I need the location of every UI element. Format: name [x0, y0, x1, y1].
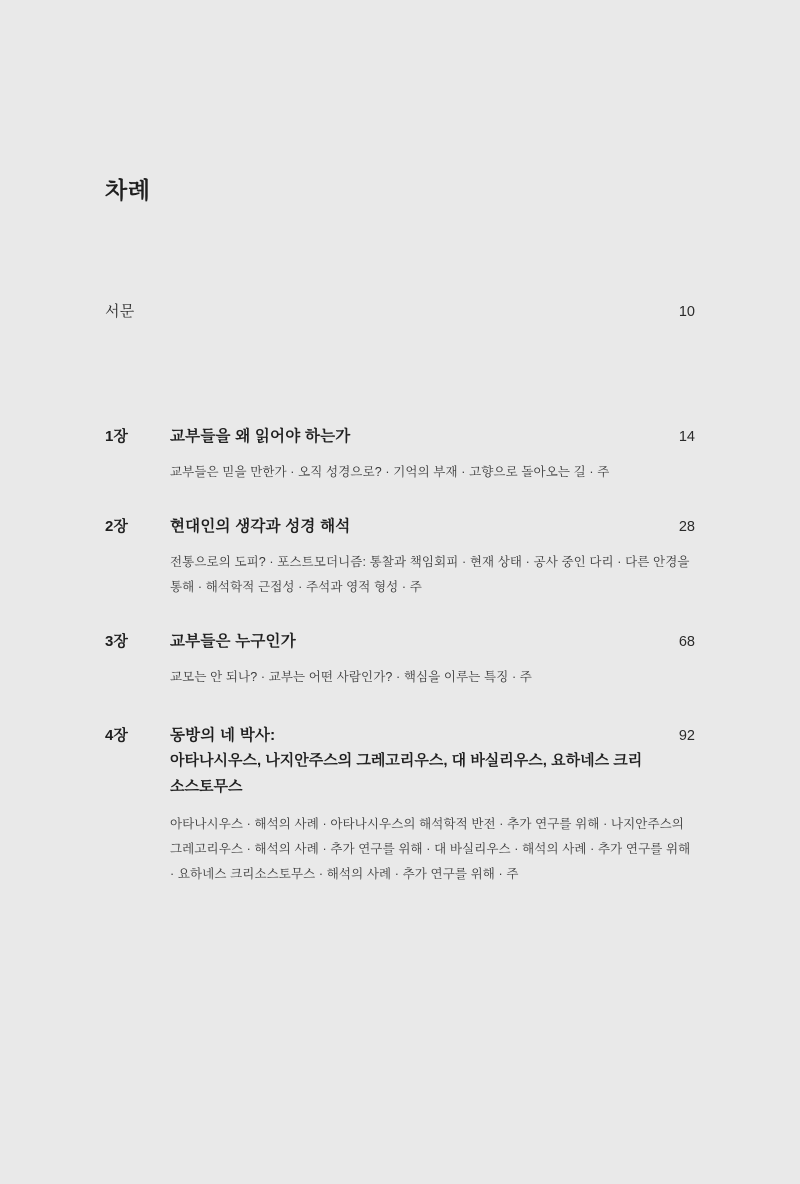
chapter-page-number: 14	[678, 429, 695, 445]
chapter-subtopics: 교부들은 믿을 만한가 · 오직 성경으로? · 기억의 부재 · 고향으로 돌아오는 길 · 주	[170, 465, 610, 480]
toc-entry-chapter-1[interactable]	[105, 425, 695, 485]
toc-list	[105, 300, 695, 917]
chapter-title-wrap	[170, 515, 655, 539]
chapter-subtopics: 교모는 안 되나? · 교부는 어떤 사람인가? · 핵심을 이루는 특징 · 주	[170, 670, 532, 685]
toc-entry-preface[interactable]	[105, 300, 695, 321]
chapter-header	[105, 425, 695, 449]
chapter-number: 3장	[105, 633, 128, 651]
toc-entry-chapter-4[interactable]	[105, 724, 695, 887]
toc-entry-chapter-2[interactable]	[105, 515, 695, 600]
chapter-title-wrap	[170, 630, 655, 654]
chapter-header	[105, 724, 695, 801]
chapter-title-wrap	[170, 425, 655, 449]
preface-label: 서문	[105, 303, 135, 320]
page-title: 차례	[105, 177, 151, 203]
chapter-page-number: 68	[678, 634, 695, 651]
chapter-subtopics: 전통으로의 도피? · 포스트모더니즘: 통찰과 책임회피 · 현재 상태 · 공사 중인 다리 · 다른 안경을 통해 · 해석학적 근접성 · 주석과 영적 형성 · 주	[170, 555, 690, 595]
chapter-title-continuation: 아타나시우스, 나지안주스의 그레고리우스, 대 바실리우스, 요하네스 크리소스토무스	[170, 752, 643, 796]
chapter-header	[105, 515, 695, 539]
chapter-number: 1장	[105, 428, 128, 445]
chapter-page-number: 28	[678, 519, 695, 536]
chapter-subtopics: 아타나시우스 · 해석의 사례 · 아타나시우스의 해석학적 반전 · 추가 연구를 위해 · 나지안주스의 그레고리우스 · 해석의 사례 · 추가 연구를 위해 · 대 바실리우스 · 해석의 사례 · 추가 연구를 위해 · 요하네스 크리소스토무스 · 해석의 사례 · 추가 연구를 위해 · 주	[170, 816, 691, 881]
chapter-title: 현대인의 생각과 성경 해석	[170, 518, 351, 536]
chapter-number: 4장	[105, 727, 128, 745]
chapter-page-number: 92	[678, 728, 695, 745]
preface-page-number: 10	[678, 304, 695, 320]
chapter-title: 교부들을 왜 읽어야 하는가	[170, 428, 351, 445]
chapter-header	[105, 630, 695, 654]
chapter-title-wrap	[170, 724, 655, 801]
chapter-number: 2장	[105, 518, 128, 536]
chapter-title: 동방의 네 박사:	[170, 727, 276, 745]
toc-entry-chapter-3[interactable]	[105, 630, 695, 690]
chapter-title: 교부들은 누구인가	[170, 633, 296, 651]
